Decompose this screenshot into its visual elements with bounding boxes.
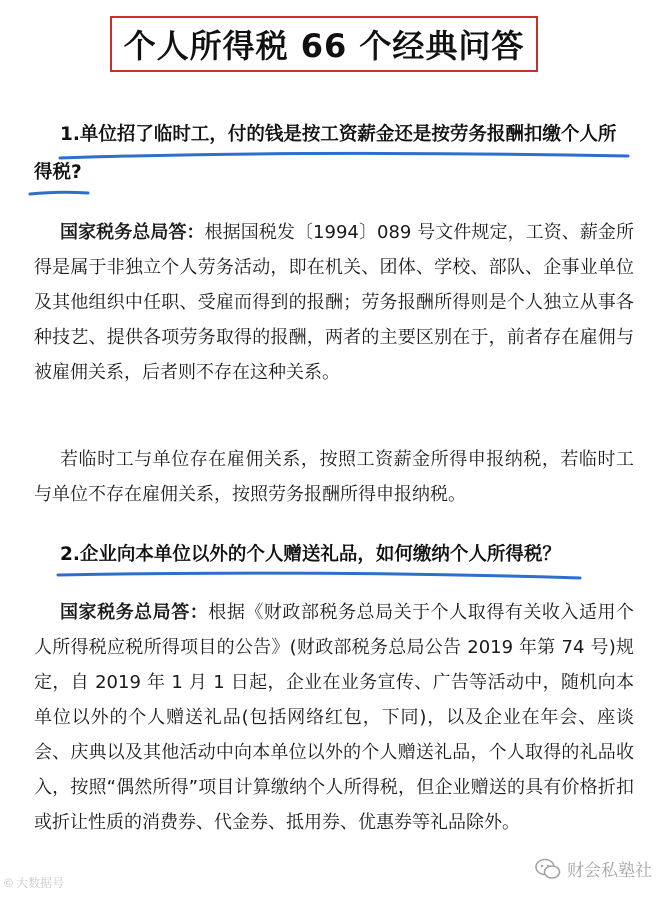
question-1: [34, 116, 634, 192]
question-1-line2: 得税?: [34, 162, 82, 183]
watermark-left: © 大数据号: [4, 876, 65, 890]
document-title: 个人所得税 66 个经典问答: [123, 27, 525, 65]
answer-1-lead: 国家税务总局答：: [60, 222, 205, 243]
answer-1-extra: 若临时工与单位存在雇佣关系，按照工资薪金所得申报纳税，若临时工与单位不存在雇佣关系，按照劳务报酬所得申报纳税。: [34, 449, 634, 505]
question-1-line1: 1.单位招了临时工，付的钱是按工资薪金还是按劳务报酬扣缴个人所: [60, 124, 617, 145]
q1-underline-2: [30, 192, 88, 194]
answer-2-lead: 国家税务总局答：: [60, 602, 209, 623]
watermark-right-label: 财会私塾社: [567, 861, 652, 881]
answer-1-body: 根据国税发〔1994〕089 号文件规定，工资、薪金所得是属于非独立个人劳务活动，即在机关、团体、学校、部队、企事业单位及其他组织中任职、受雇而得到的报酬；劳务报酬所得则是个人独立从事各种技艺、提供各项劳务取得的报酬，两者的主要区别在于，前者存在雇佣与被雇佣关系，后者则不存在这种关系。: [34, 222, 635, 383]
watermark-right: [535, 856, 652, 881]
answer-2: [34, 595, 634, 840]
answer-2-body: 根据《财政部税务总局关于个人取得有关收入适用个人所得税应税所得项目的公告》(财政部税务总局公告 2019 年第 74 号)规定，自 2019 年 1 月 1 日起，企业在业务宣传、广告等活动中，随机向本单位以外的个人赠送礼品(包括网络红包，下同)，以及企业在年会、座谈会、庆典以及其他活动中向本单位以外的个人赠送礼品，个人取得的礼品收入，按照“偶然所得”项目计算缴纳个人所得税，但企业赠送的具有价格折扣或折让性质的消费券、代金券、抵用券、优惠券等礼品除外。: [34, 602, 635, 833]
answer-1: [34, 215, 634, 390]
wechat-icon: [535, 858, 561, 880]
title-box: [110, 16, 538, 72]
question-2: 2.企业向本单位以外的个人赠送礼品，如何缴纳个人所得税？: [60, 544, 561, 565]
